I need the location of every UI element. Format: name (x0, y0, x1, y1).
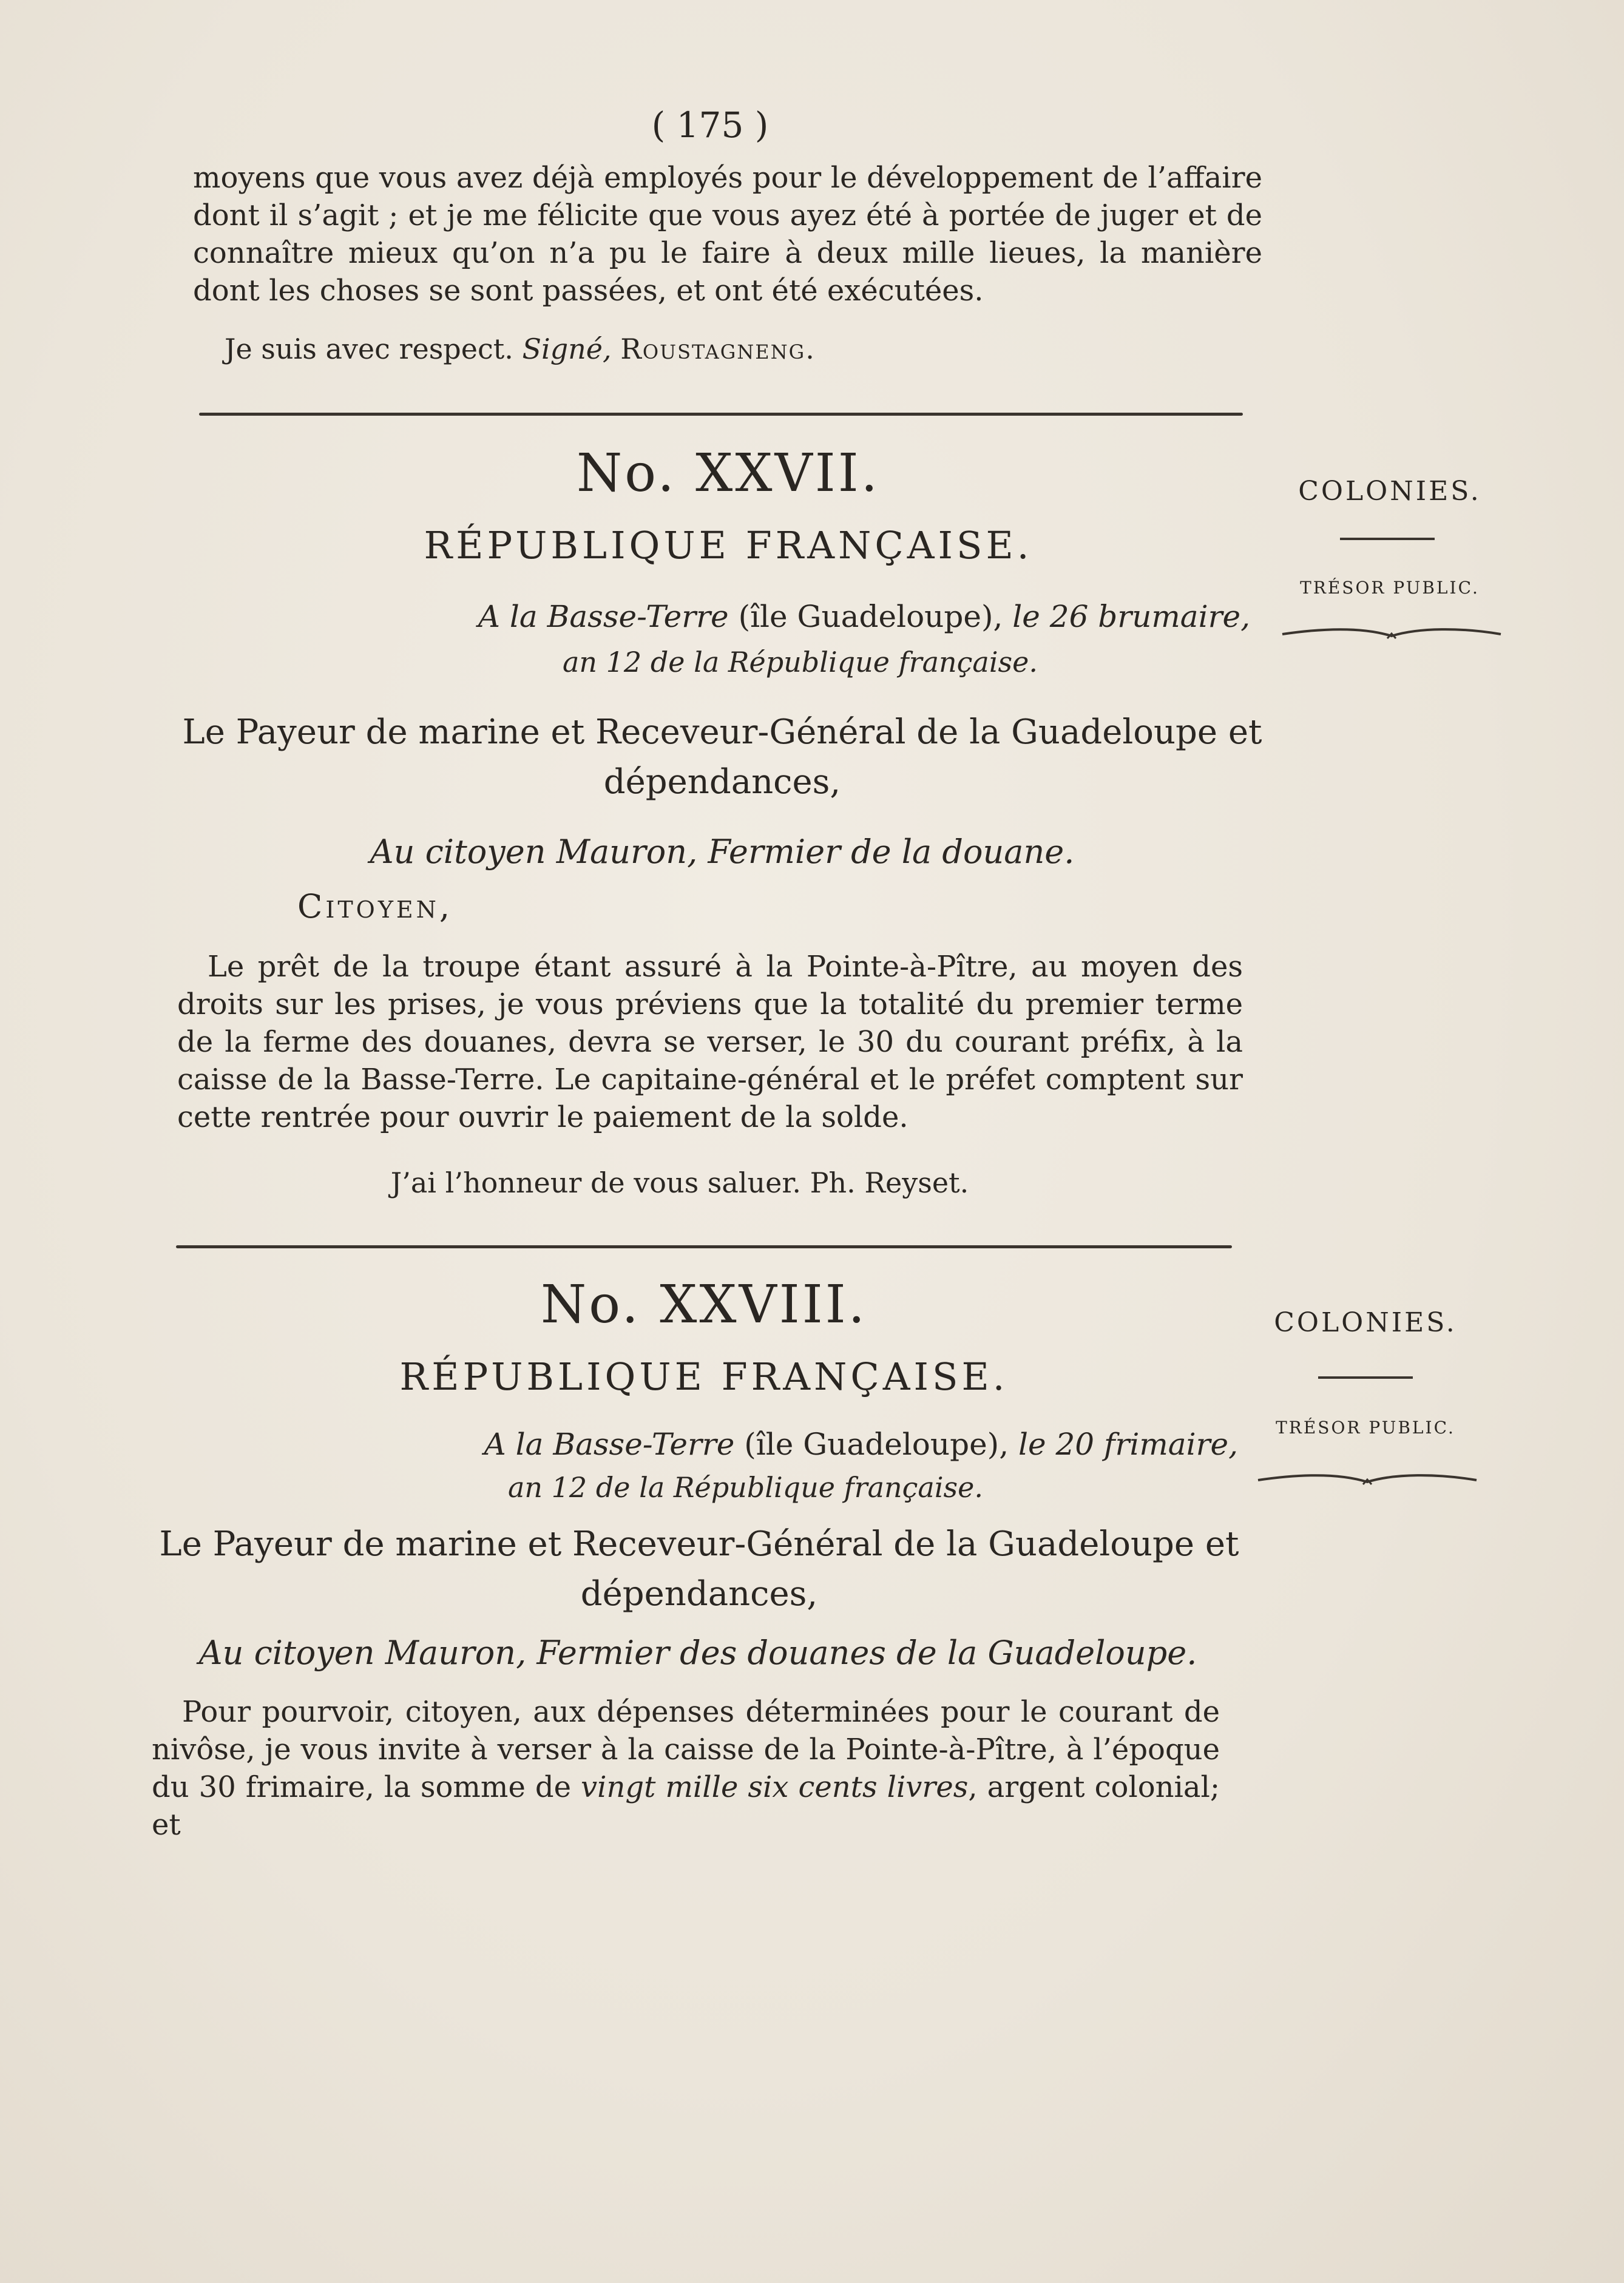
intro-signe: Signé, (522, 333, 612, 365)
doc28-place-date (340, 1425, 1238, 1464)
doc28-year: an 12 de la République française. (507, 1471, 983, 1504)
doc27-place-paren: (île Guadeloupe), (738, 599, 1003, 634)
section-rule (199, 413, 1243, 416)
page-number: ( 175 ) (651, 104, 769, 146)
doc28-place-paren: (île Guadeloupe), (744, 1427, 1009, 1462)
flourish-ornament (1279, 625, 1504, 643)
doc27-addressee: Au citoyen Mauron, Fermier de la douane. (370, 833, 1075, 871)
doc28-paragraph (152, 1693, 1220, 1844)
doc27-republic: RÉPUBLIQUE FRANÇAISE. (424, 523, 1033, 567)
doc27-paragraph: Le prêt de la troupe étant assuré à la Pointe-à-Pître, au moyen des droits sur les prises, je vous préviens que la totalité du premier terme de la ferme des douanes, devra se verser, le 30 du courant préfix, à la caisse de la Basse-Terre. Le capitaine-général et le préfet comptent sur cette rentrée pour ouvrir le paiement de la solde. (177, 950, 1243, 1134)
doc27-year: an 12 de la République française. (562, 646, 1038, 678)
doc28-para-start: Pour pourvoir, citoyen, aux dépenses déterminées pour le courant de nivôse, je vous invite à verser à la caisse de la Pointe-à-Pître, à l’époque du 30 frimaire, la somme de (152, 1695, 1220, 1804)
doc27-margin-tresor: TRÉSOR PUBLIC. (1300, 578, 1480, 598)
doc27-margin-rule (1340, 538, 1435, 540)
doc27-closing: J’ai l’honneur de vous saluer. Ph. Reyset. (390, 1166, 969, 1199)
doc28-margin-colonies: COLONIES. (1274, 1307, 1457, 1338)
doc27-place-date (364, 597, 1250, 636)
intro-closing: Je suis avec respect. (225, 333, 513, 365)
doc28-date: le 20 frimaire, (1018, 1427, 1238, 1462)
doc28-number: No. XXVIII. (541, 1274, 867, 1335)
doc28-title: Le Payeur de marine et Receveur-Général de la Guadeloupe et dépendances, (159, 1524, 1239, 1614)
doc27-date: le 26 brumaire, (1012, 599, 1250, 634)
doc27-margin-colonies: COLONIES. (1298, 476, 1481, 507)
doc28-margin-tresor: TRÉSOR PUBLIC. (1276, 1418, 1455, 1438)
intro-signer: Roustagneng. (620, 333, 816, 365)
doc27-title: Le Payeur de marine et Receveur-Général de la Guadeloupe et dépendances, (182, 712, 1262, 802)
doc28-para-amount: vingt mille six cents livres (581, 1770, 969, 1804)
doc27-number: No. XXVII. (576, 443, 881, 504)
doc27-place: A la Basse-Terre (478, 599, 729, 634)
intro-closing-line (225, 333, 1196, 365)
section-rule (176, 1245, 1232, 1248)
doc28-para-end: , argent colonial; et (152, 1770, 1220, 1842)
doc28-place: A la Basse-Terre (484, 1427, 735, 1462)
doc28-republic: RÉPUBLIQUE FRANÇAISE. (399, 1355, 1009, 1399)
intro-paragraph: moyens que vous avez déjà employés pour le développement de l’affaire dont il s’agit ; et je me félicite que vous ayez été à portée de juger et de connaître mieux qu’on n’a pu le faire à deux mille lieues, la manière dont les choses se sont passées, et ont été exécutées. (193, 161, 1262, 308)
flourish-ornament (1255, 1471, 1480, 1489)
doc28-addressee: Au citoyen Mauron, Fermier des douanes de la Guadeloupe. (198, 1634, 1197, 1672)
doc27-salutation: Citoyen, (297, 887, 453, 925)
doc28-margin-rule (1318, 1376, 1413, 1379)
